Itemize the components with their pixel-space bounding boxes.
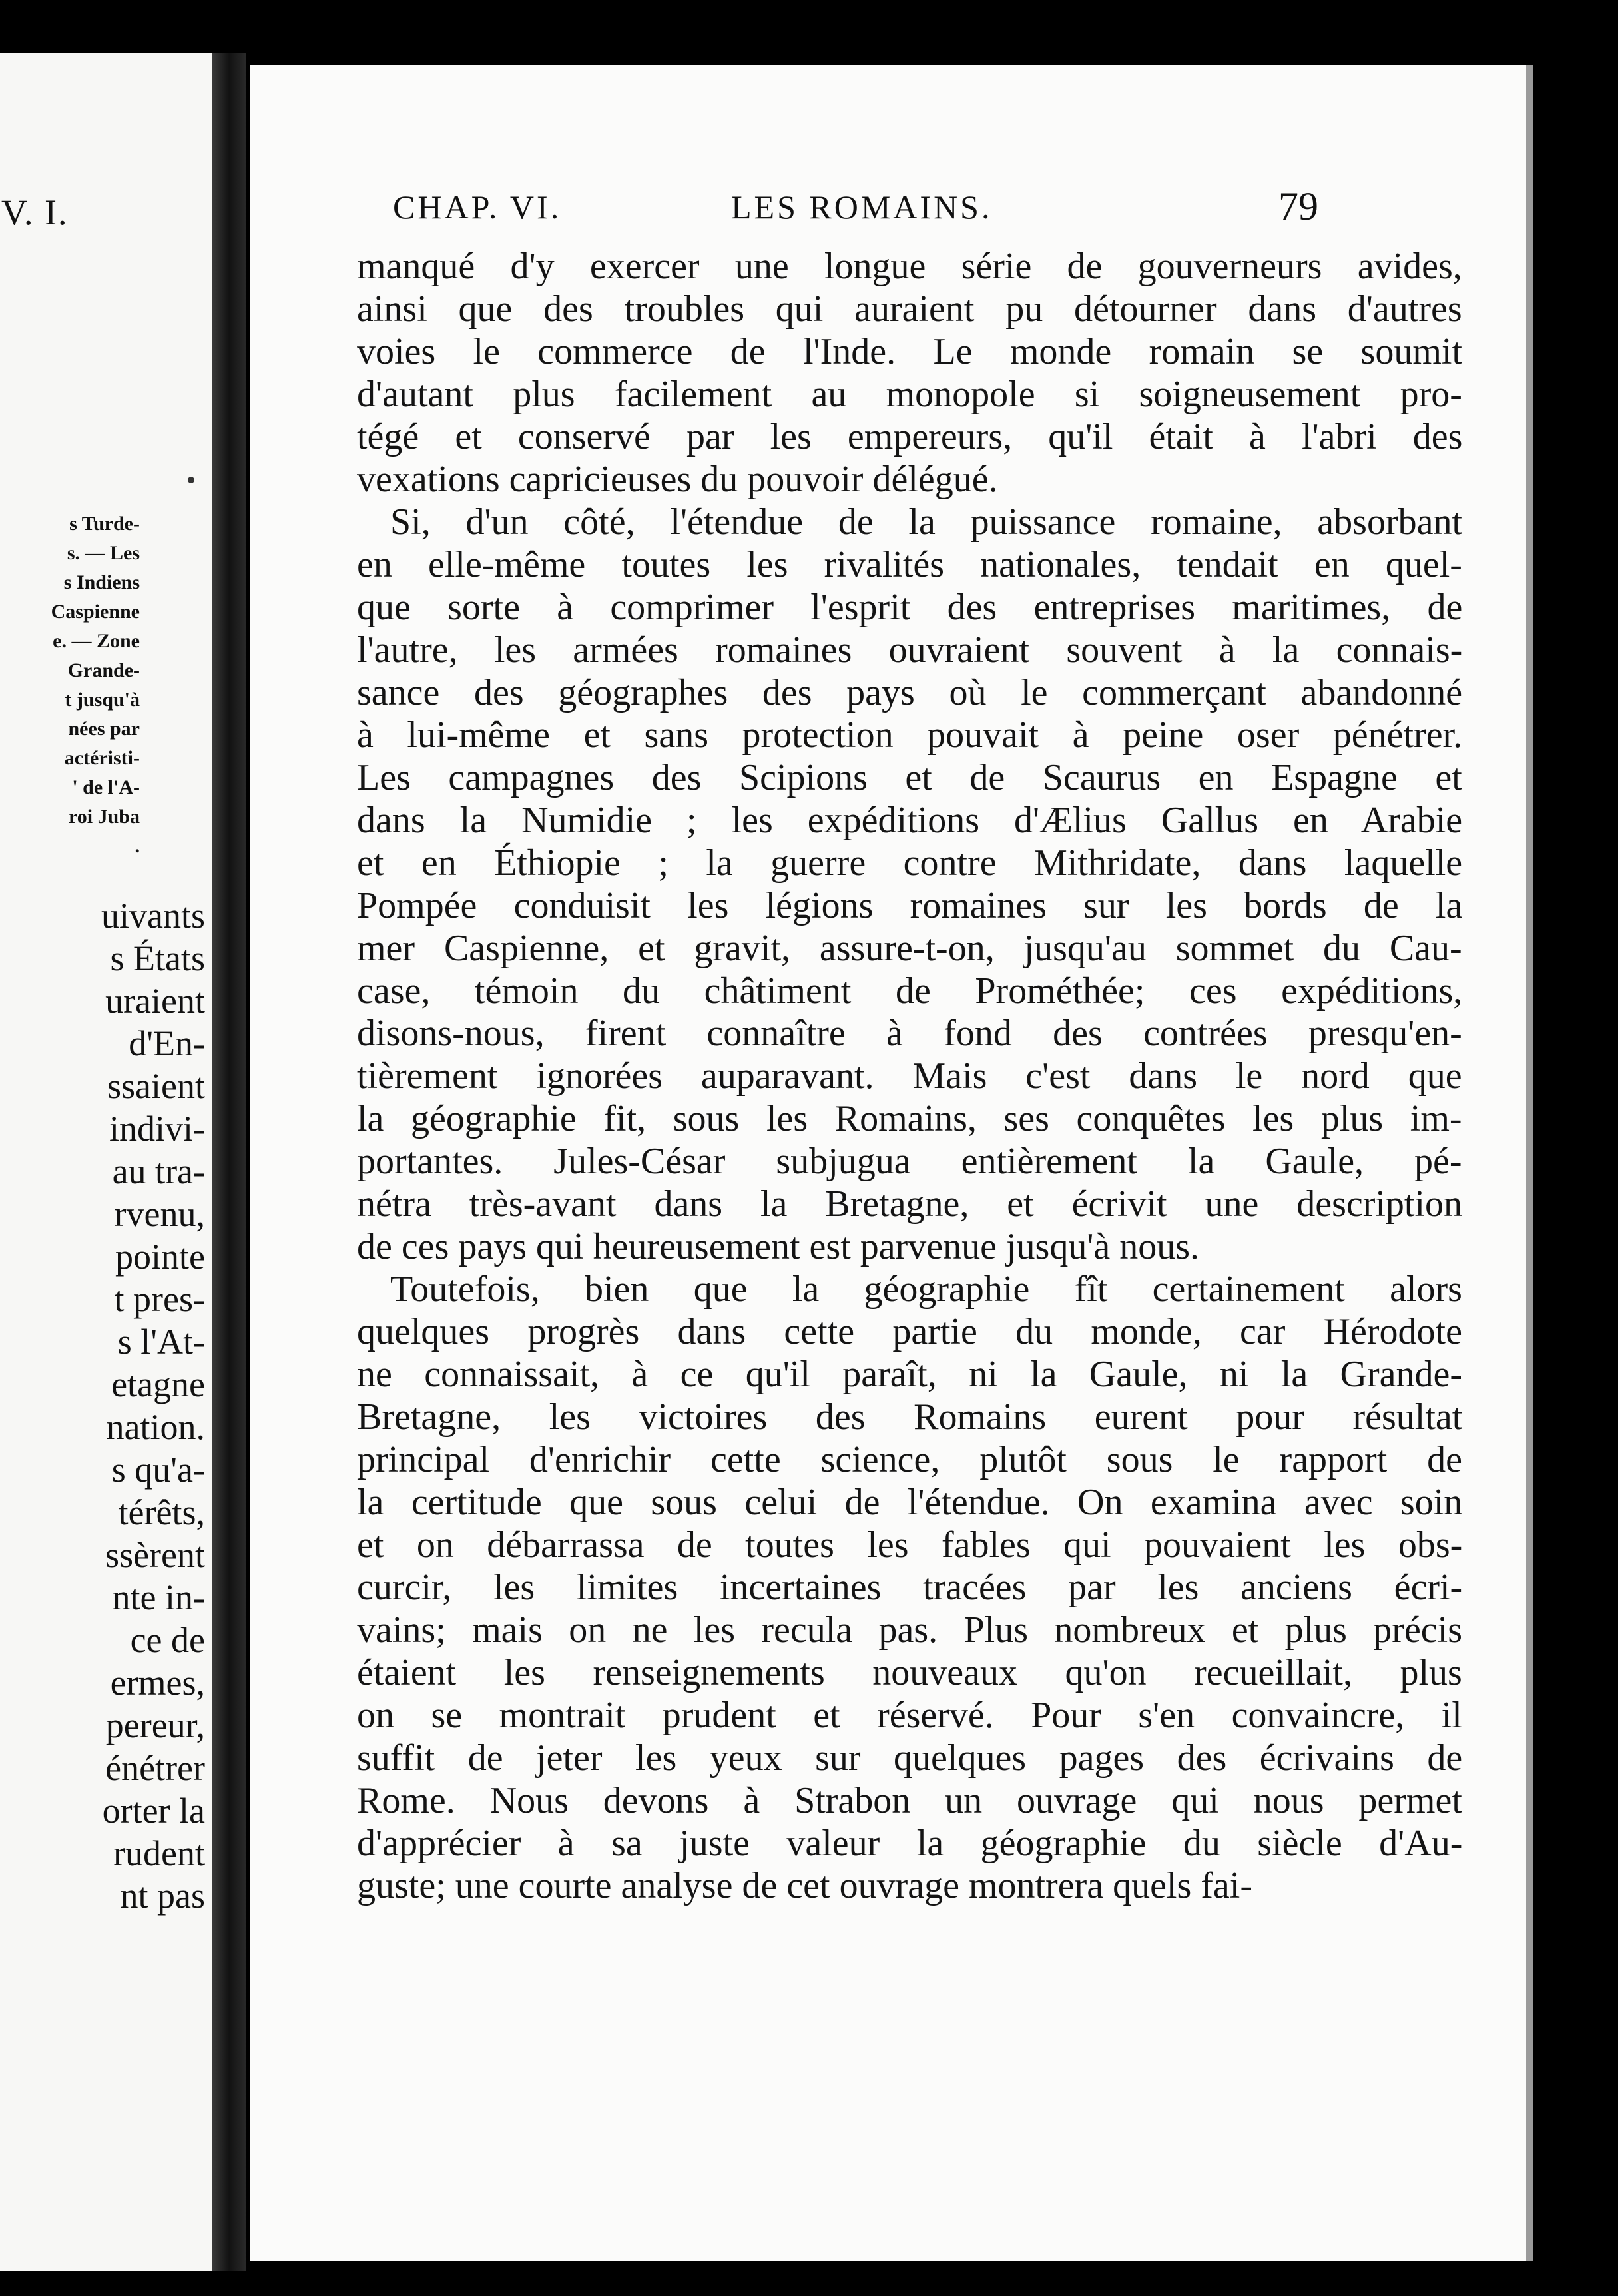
left-note-line: Grande- — [67, 659, 140, 681]
body-text-line: Bretagne, les victoires des Romains eurent pour résultat — [357, 1396, 1463, 1438]
left-text-line: uraient — [105, 981, 205, 1021]
left-note-line: t jusqu'à — [65, 689, 140, 711]
running-header-chapter: CHAP. VI. — [393, 188, 562, 226]
left-text-line: uivants — [101, 896, 205, 936]
body-text-line: Si, d'un côté, l'étendue de la puissance romaine, absorbant — [390, 501, 1463, 543]
left-note-line: s Turde- — [69, 513, 140, 535]
body-text-line: manqué d'y exercer une longue série de gouverneurs avides, — [357, 246, 1462, 287]
left-text-line: s États — [110, 938, 205, 978]
ink-speck — [188, 477, 194, 483]
body-text-line: disons-nous, firent connaître à fond des contrées presqu'en- — [357, 1013, 1462, 1054]
body-text-line: Rome. Nous devons à Strabon un ouvrage qui nous permet — [357, 1780, 1462, 1821]
body-text-line: nétra très-avant dans la Bretagne, et écrivit une description — [357, 1183, 1463, 1225]
left-text-line: d'En- — [129, 1023, 205, 1063]
body-text-line: la géographie fit, sous les Romains, ses conquêtes les plus im- — [357, 1098, 1462, 1139]
body-text-line: sance des géographes des pays où le commerçant abandonné — [357, 672, 1463, 713]
body-text-line: à lui-même et sans protection pouvait à peine oser pénétrer. — [357, 715, 1463, 756]
left-running-header: V. I. — [1, 192, 69, 232]
page-edge — [1526, 65, 1533, 2261]
left-note-line: . — [135, 835, 140, 857]
left-note-line: s. — Les — [67, 542, 140, 564]
body-text-line: quelques progrès dans cette partie du monde, car Hérodote — [357, 1311, 1462, 1352]
left-text-line: au tra- — [112, 1151, 205, 1191]
left-text-line: énétrer — [105, 1748, 205, 1788]
body-text-line: principal d'enrichir cette science, plutôt sous le rapport de — [357, 1439, 1462, 1480]
left-text-line: nt pas — [120, 1876, 205, 1916]
body-text-line: voies le commerce de l'Inde. Le monde romain se soumit — [357, 331, 1463, 372]
body-text-line: et en Éthiopie ; la guerre contre Mithridate, dans laquelle — [357, 842, 1463, 884]
body-text-line: suffit de jeter les yeux sur quelques pages des écrivains de — [357, 1737, 1463, 1779]
left-note-line: s Indiens — [63, 571, 140, 593]
body-text-line: que sorte à comprimer l'esprit des entreprises maritimes, de — [357, 587, 1463, 628]
body-text-line: case, témoin du châtiment de Prométhée; ces expéditions, — [357, 970, 1463, 1011]
body-text-line: de ces pays qui heureusement est parvenue jusqu'à nous. — [357, 1226, 1200, 1267]
page-number: 79 — [1278, 184, 1318, 228]
body-text-line: d'autant plus facilement au monopole si soigneusement pro- — [357, 374, 1462, 415]
left-text-line: ermes, — [110, 1663, 205, 1703]
book-gutter — [212, 53, 246, 2271]
left-text-line: pereur, — [105, 1705, 205, 1745]
body-text-line: étaient les renseignements nouveaux qu'on recueillait, plus — [357, 1652, 1462, 1693]
left-note-line: Caspienne — [51, 601, 140, 623]
body-text-line: tièrement ignorées auparavant. Mais c'est dans le nord que — [357, 1055, 1462, 1097]
right-page — [250, 65, 1526, 2261]
left-text-line: ssèrent — [105, 1535, 205, 1575]
left-page-fragment — [0, 53, 212, 2271]
running-header-title: LES ROMAINS. — [731, 188, 993, 226]
body-text-line: on se montrait prudent et réservé. Pour s'en convaincre, il — [357, 1695, 1462, 1736]
left-text-line: nte in- — [112, 1578, 205, 1617]
left-text-line: s qu'a- — [111, 1450, 205, 1490]
left-text-line: nation. — [106, 1407, 205, 1447]
body-text-line: Toutefois, bien que la géographie fît certainement alors — [390, 1269, 1462, 1310]
body-text-line: Pompée conduisit les légions romaines sur les bords de la — [357, 885, 1463, 926]
body-text-line: dans la Numidie ; les expéditions d'Ælius Gallus en Arabie — [357, 800, 1463, 841]
left-text-line: pointe — [115, 1237, 205, 1277]
body-text-line: ne connaissait, à ce qu'il paraît, ni la Gaule, ni la Grande- — [357, 1354, 1462, 1395]
left-text-line: etagne — [111, 1364, 205, 1404]
left-text-line: s l'At- — [117, 1322, 205, 1362]
left-note-line: roi Juba — [69, 806, 140, 828]
body-text-line: et on débarrassa de toutes les fables qui pouvaient les obs- — [357, 1524, 1463, 1566]
left-note-line: actéristi- — [64, 747, 140, 769]
body-text-line: Les campagnes des Scipions et de Scaurus en Espagne et — [357, 757, 1462, 798]
body-text-line: d'apprécier à sa juste valeur la géographie du siècle d'Au- — [357, 1823, 1463, 1864]
body-text-line: ainsi que des troubles qui auraient pu détourner dans d'autres — [357, 288, 1462, 330]
body-text-line: vains; mais on ne les recula pas. Plus nombreux et plus précis — [357, 1609, 1463, 1651]
left-text-line: indivi- — [109, 1109, 205, 1149]
body-text-line: guste; une courte analyse de cet ouvrage montrera quels fai- — [357, 1865, 1252, 1906]
body-text-line: vexations capricieuses du pouvoir délégué. — [357, 459, 998, 500]
left-text-line: ssaient — [107, 1066, 205, 1106]
left-text-line: térêts, — [118, 1492, 205, 1532]
left-note-line: nées par — [68, 718, 140, 740]
body-text-line: portantes. Jules-César subjugua entièrement la Gaule, pé- — [357, 1141, 1462, 1182]
left-text-line: t pres- — [114, 1279, 205, 1319]
left-text-line: orter la — [102, 1791, 205, 1831]
body-text-line: la certitude que sous celui de l'étendue. On examina avec soin — [357, 1482, 1463, 1523]
left-note-line: ' de l'A- — [72, 776, 140, 798]
body-text-line: mer Caspienne, et gravit, assure-t-on, jusqu'au sommet du Cau- — [357, 928, 1462, 969]
body-text-line: l'autre, les armées romaines ouvraient souvent à la connais- — [357, 629, 1463, 671]
body-text-line: en elle-même toutes les rivalités nationales, tendait en quel- — [357, 544, 1462, 585]
body-text-line: tégé et conservé par les empereurs, qu'il était à l'abri des — [357, 416, 1463, 457]
left-text-line: rvenu, — [114, 1194, 205, 1234]
left-text-line: rudent — [113, 1833, 205, 1873]
body-text-line: curcir, les limites incertaines tracées par les anciens écri- — [357, 1567, 1463, 1608]
left-note-line: e. — Zone — [53, 630, 140, 652]
left-text-line: ce de — [130, 1620, 205, 1660]
